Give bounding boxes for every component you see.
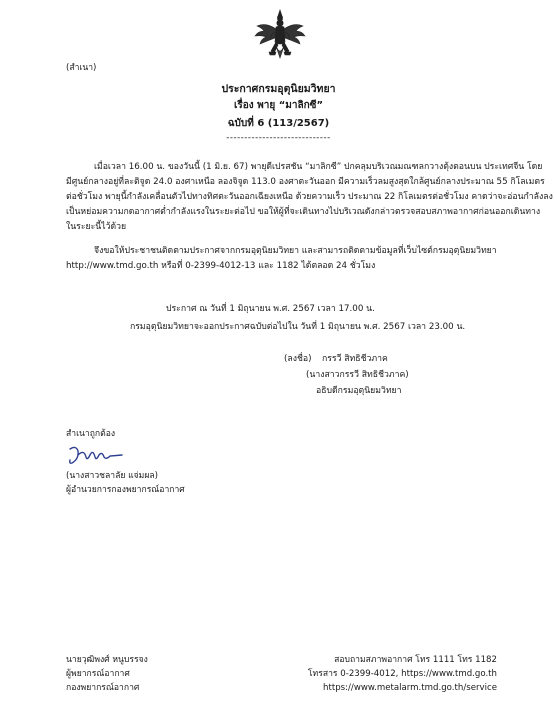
- announcement-title: ประกาศกรมอุตุนิยมวิทยา: [221, 83, 336, 95]
- paragraph-line: จึงขอให้ประชาชนติดตามประกาศจากกรมอุตุนิยมวิทยา และสามารถติดตามข้อมูลที่เว็บไซต์กรมอุตุนิยมวิทยา: [94, 246, 497, 256]
- contact-fax-website: โทรสาร 0-2399-4012, https://www.tmd.go.th: [307, 669, 497, 679]
- paragraph-line: มีศูนย์กลางอยู่ที่ละติจูด 24.0 องศาเหนือ ลองจิจูด 113.0 องศาตะวันออก มีความเร็วลมสูงสุดใกล้ศูนย์กลางประมาณ 55 กิโลเมตร: [66, 177, 545, 187]
- paragraph-line: ต่อชั่วโมง พายุนี้กำลังเคลื่อนตัวไปทางทิศตะวันออกเฉียงเหนือ ด้วยความเร็ว ประมาณ 22 กิโลเมตรต่อชั่วโมง คาดว่าจะอ่อนกำลังลง: [66, 192, 553, 202]
- paragraph-contact: [66, 244, 497, 274]
- certified-name: (นางสาวชลาลัย แจ่มผล): [66, 471, 158, 481]
- forecaster-name: นายวุฒิพงศ์ หนูบรรจง: [66, 655, 148, 665]
- paragraph-line: ในระยะนี้ไว้ด้วย: [66, 222, 127, 232]
- handwritten-signature: [66, 443, 124, 467]
- contact-phone: สอบถามสภาพอากาศ โทร 1111 โทร 1182: [334, 655, 497, 665]
- announce-time: ประกาศ ณ วันที่ 1 มิถุนายน พ.ศ. 2567 เวลา 17.00 น.: [166, 304, 375, 314]
- announcement-subject: เรื่อง พายุ “มาลิกซี”: [233, 100, 324, 111]
- paragraph-line: เป็นหย่อมความกดอากาศต่ำกำลังแรงในระยะต่อไป ขอให้ผู้ที่จะเดินทางไปบริเวณดังกล่าวตรวจสอบสภาพอากาศก่อนออกเดินทาง: [66, 207, 541, 217]
- certified-position: ผู้อำนวยการกองพยากรณ์อากาศ: [66, 485, 185, 495]
- garuda-emblem-icon: [252, 8, 308, 64]
- paragraph-line: เมื่อเวลา 16.00 น. ของวันนี้ (1 มิ.ย. 67) พายุดีเปรสชัน “มาลิกซี” ปกคลุมบริเวณมณฑลกวางตุ้งตอนบน ประเทศจีน โดย: [94, 162, 543, 172]
- paragraph-line: http://www.tmd.go.th หรือที่ 0-2399-4012-13 และ 1182 ได้ตลอด 24 ชั่วโมง: [66, 261, 376, 271]
- forecaster-title: ผู้พยากรณ์อากาศ: [66, 669, 130, 679]
- signatory-full-name: (นางสาวกรรวี สิทธิชีวภาค): [306, 370, 409, 380]
- copy-note: (สำเนา): [66, 63, 97, 73]
- certified-label: สำเนาถูกต้อง: [66, 429, 116, 439]
- signed-name: กรรวี สิทธิชีวภาค: [322, 354, 388, 364]
- contact-service-link[interactable]: https://www.metalarm.tmd.go.th/service: [323, 683, 497, 693]
- next-issue-time: กรมอุตุนิยมวิทยาจะออกประกาศฉบับต่อไปใน วันที่ 1 มิถุนายน พ.ศ. 2567 เวลา 23.00 น.: [130, 322, 466, 332]
- signed-label: (ลงชื่อ): [284, 354, 312, 364]
- forecaster-division: กองพยากรณ์อากาศ: [66, 683, 140, 693]
- issue-number: ฉบับที่ 6 (113/2567): [227, 118, 330, 129]
- header-separator: -----------------------------: [226, 133, 331, 143]
- signatory-position: อธิบดีกรมอุตุนิยมวิทยา: [316, 386, 402, 396]
- paragraph-forecast: [66, 160, 553, 235]
